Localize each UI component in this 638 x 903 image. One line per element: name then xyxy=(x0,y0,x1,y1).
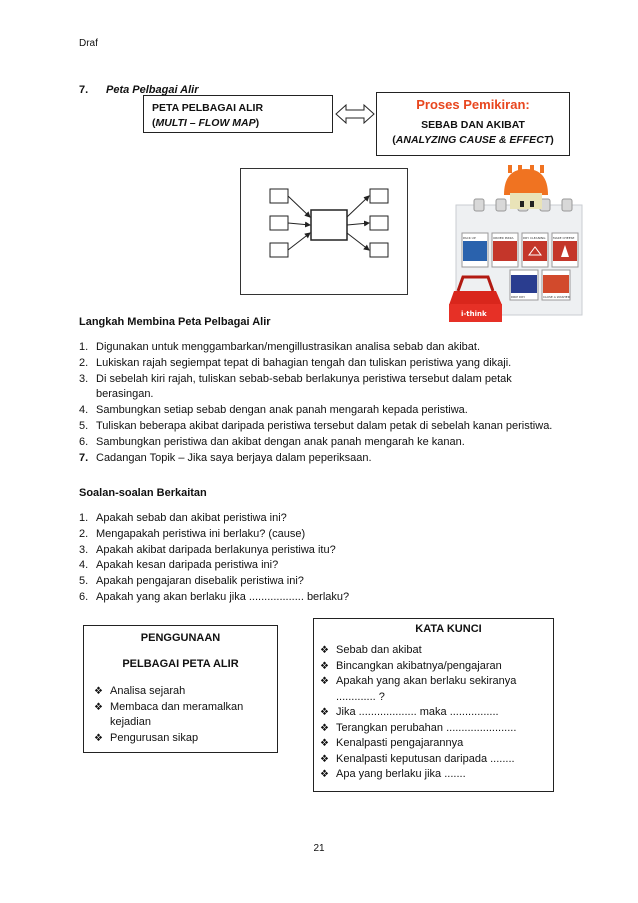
list-item: ❖ Membaca dan meramalkan kejadian xyxy=(94,700,244,728)
map-title-line1: PETA PELBAGAI ALIR xyxy=(152,102,264,114)
diamond-bullet-icon: ❖ xyxy=(320,645,329,656)
keywords-heading: KATA KUNCI xyxy=(415,623,482,635)
list-item: ❖ Terangkan perubahan ....................... xyxy=(320,721,553,737)
diamond-bullet-icon: ❖ xyxy=(320,722,329,734)
list-item: 3. Di sebelah kiri rajah, tuliskan sebab-sebab berlakunya peristiwa tersebut dalam petak berasingan. xyxy=(79,372,512,401)
effect-box xyxy=(370,243,388,257)
list-item: ❖ Kenalpasti keputusan daripada ........ xyxy=(320,752,553,768)
list-item: 1. Digunakan untuk menggambarkan/mengillustrasikan analisa sebab dan akibat. xyxy=(79,341,481,353)
keywords-box xyxy=(313,618,554,792)
keywords-list xyxy=(320,643,553,783)
list-item: ❖ Kenalpasti pengajarannya xyxy=(320,736,553,752)
effect-arrow xyxy=(347,196,369,217)
diamond-bullet-icon: ❖ xyxy=(94,732,103,744)
draft-label: Draf xyxy=(79,38,98,49)
diamond-bullet-icon: ❖ xyxy=(320,707,329,718)
cause-arrow xyxy=(288,196,310,217)
list-item: ❖ Bincangkan akibatnya/pengajaran xyxy=(320,659,553,675)
diamond-bullet-icon: ❖ xyxy=(94,701,103,713)
list-item: 4. Sambungkan setiap sebab dengan anak panah mengarah kepada peristiwa. xyxy=(79,404,468,417)
illustration-label: ORDER PIZZA xyxy=(493,236,514,240)
usage-box xyxy=(83,625,278,753)
illustration-label: MAKE CHEESE xyxy=(553,236,575,240)
cause-box xyxy=(270,243,288,257)
effect-box xyxy=(370,216,388,230)
page-number: 21 xyxy=(313,843,325,854)
list-item: 1. Apakah sebab dan akibat peristiwa ini? xyxy=(79,512,287,524)
list-item: ❖ Sebab dan akibat xyxy=(320,643,553,659)
effect-arrow xyxy=(347,223,369,225)
diamond-bullet-icon: ❖ xyxy=(320,753,329,765)
list-item: 5. Tuliskan beberapa akibat daripada peristiwa tersebut dalam petak di sebelah kanan peristiwa. xyxy=(79,419,553,432)
usage-list xyxy=(94,684,277,746)
diamond-bullet-icon: ❖ xyxy=(320,769,329,780)
list-item: 7. Cadangan Topik – Jika saya berjaya dalam peperiksaan. xyxy=(79,451,372,464)
questions-list xyxy=(79,511,479,606)
thinking-process-box xyxy=(376,92,570,156)
list-item: ❖ Jika ................... maka ................ xyxy=(320,705,553,721)
list-item: ❖ Analisa sejarah xyxy=(94,684,277,700)
double-arrow-icon xyxy=(335,103,375,125)
illustration-label: CLOSE A WASHER xyxy=(543,295,570,299)
list-item: 6. Sambungkan peristiwa dan akibat dengan anak panah mengarah ke kanan. xyxy=(79,435,465,448)
cause-arrow xyxy=(288,223,310,225)
diamond-bullet-icon: ❖ xyxy=(320,738,329,749)
illustration-label: PACK UP xyxy=(463,236,476,240)
diamond-bullet-icon: ❖ xyxy=(320,676,329,687)
illustration-label: DRY CLEANING xyxy=(523,236,546,240)
list-item: 5. Apakah pengajaran disebalik peristiwa ini? xyxy=(79,575,304,588)
list-item: ❖ Apakah yang akan berlaku sekiranya ............. ? xyxy=(320,675,517,703)
diamond-bullet-icon: ❖ xyxy=(94,686,103,697)
map-title-line2: (MULTI – FLOW MAP) xyxy=(152,117,260,129)
event-box xyxy=(311,210,347,240)
cause-box xyxy=(270,216,288,230)
list-item: 6. Apakah yang akan berlaku jika .................. berlaku? xyxy=(79,590,350,603)
multi-flow-map-diagram xyxy=(240,168,408,295)
section-title-text: Peta Pelbagai Alir xyxy=(106,84,199,96)
list-item: ❖ Apa yang berlaku jika ....... xyxy=(320,767,553,783)
toolbox-label: i-think xyxy=(461,310,487,318)
effect-arrow xyxy=(347,233,369,250)
list-item: 3. Apakah akibat daripada berlakunya peristiwa itu? xyxy=(79,543,336,556)
questions-heading: Soalan-soalan Berkaitan xyxy=(79,487,207,499)
thinking-process-line1: SEBAB DAN AKIBAT xyxy=(421,119,525,131)
list-item: 4. Apakah kesan daripada peristiwa ini? xyxy=(79,559,279,572)
ithink-illustration xyxy=(444,165,584,325)
cause-arrow xyxy=(288,233,310,250)
steps-list xyxy=(79,340,559,466)
illustration-label: DRIP DRY xyxy=(511,295,526,299)
effect-box xyxy=(370,189,388,203)
list-item: 2. Lukiskan rajah segiempat tepat di bahagian tengah dan tuliskan peristiwa yang dikaji. xyxy=(79,356,512,369)
list-item: 2. Mengapakah peristiwa ini berlaku? (cause) xyxy=(79,527,306,540)
map-title-box xyxy=(143,95,333,133)
thinking-process-title: Proses Pemikiran: xyxy=(416,97,530,112)
usage-heading-2: PELBAGAI PETA ALIR xyxy=(122,658,239,670)
thinking-process-line2: (ANALYZING CAUSE & EFFECT) xyxy=(392,134,554,146)
section-number: 7. xyxy=(79,84,89,96)
list-item: ❖ Pengurusan sikap xyxy=(94,731,277,747)
diamond-bullet-icon: ❖ xyxy=(320,660,329,672)
steps-heading: Langkah Membina Peta Pelbagai Alir xyxy=(79,316,271,328)
usage-heading-1: PENGGUNAAN xyxy=(140,632,221,644)
cause-box xyxy=(270,189,288,203)
